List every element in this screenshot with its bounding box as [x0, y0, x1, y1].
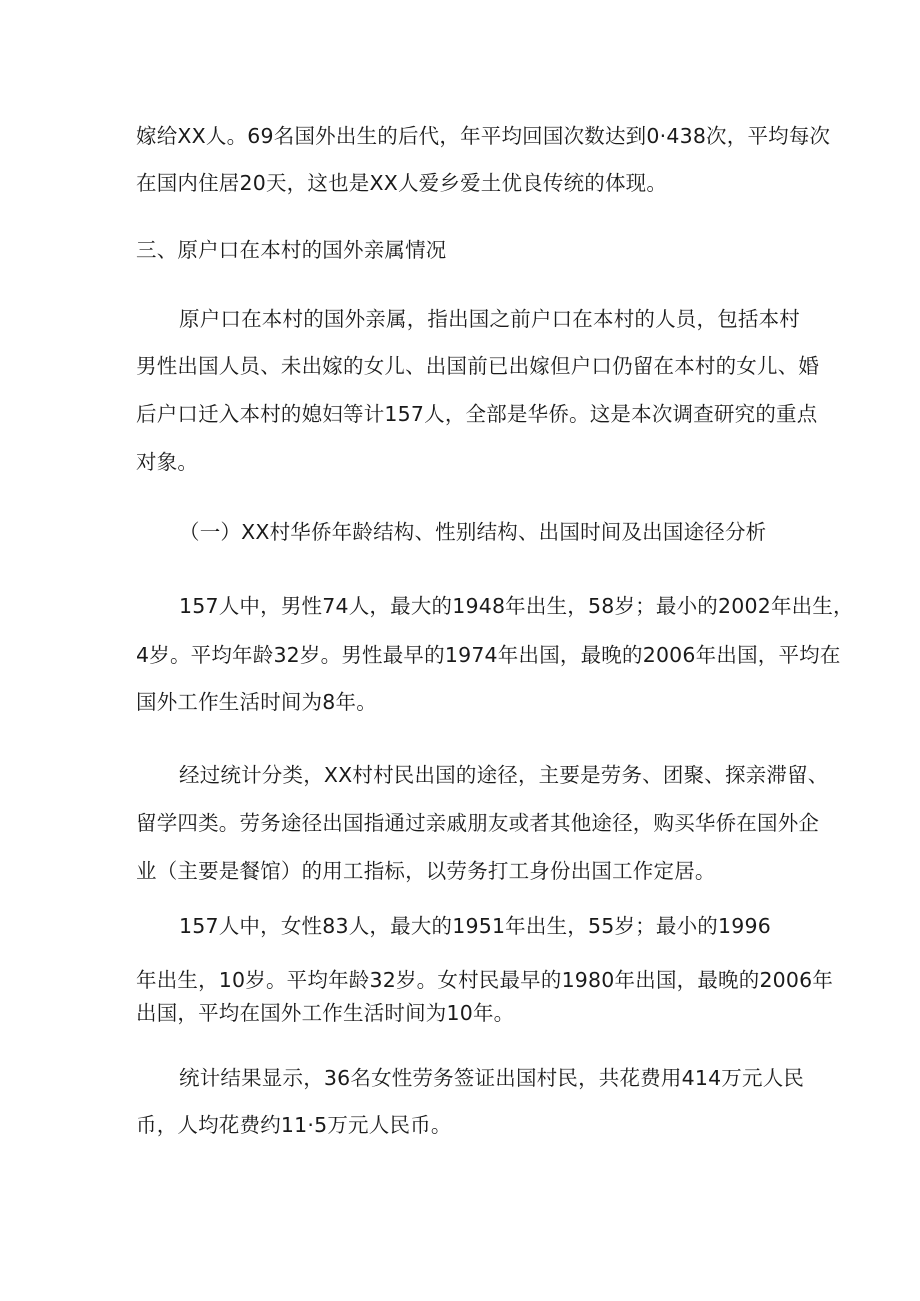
paragraph-line: 在国内住居20天，这也是XX人爱乡爱土优良传统的体现。: [136, 171, 668, 195]
paragraph-line: 157人中，男性74人，最大的1948年出生，58岁；最小的2002年出生，: [179, 594, 854, 618]
paragraph-line: 币，人均花费约11·5万元人民币。: [136, 1113, 452, 1137]
section-heading: 三、原户口在本村的国外亲属情况: [136, 238, 447, 262]
paragraph-line: 4岁。平均年龄32岁。男性最早的1974年出国，最晚的2006年出国，平均在: [136, 643, 841, 667]
paragraph-line: 对象。: [136, 450, 199, 474]
paragraph-line: 统计结果显示，36名女性劳务签证出国村民，共花费用414万元人民: [179, 1066, 805, 1090]
paragraph-line: 嫁给XX人。69名国外出生的后代，年平均回国次数达到0·438次，平均每次: [136, 124, 831, 148]
paragraph-line: 国外工作生活时间为8年。: [136, 690, 377, 714]
subsection-heading: （一）XX村华侨年龄结构、性别结构、出国时间及出国途径分析: [179, 520, 767, 544]
paragraph-line: 原户口在本村的国外亲属，指出国之前户口在本村的人员，包括本村: [179, 307, 800, 331]
paragraph-line: 男性出国人员、未出嫁的女儿、出国前已出嫁但户口仍留在本村的女儿、婚: [136, 354, 820, 378]
paragraph-line: 留学四类。劳务途径出国指通过亲戚朋友或者其他途径，购买华侨在国外企: [136, 811, 820, 835]
paragraph-line: 157人中，女性83人，最大的1951年出生，55岁；最小的1996: [179, 914, 771, 938]
paragraph-line: 出国，平均在国外工作生活时间为10年。: [136, 1001, 515, 1025]
paragraph-line: 经过统计分类，XX村村民出国的途径，主要是劳务、团聚、探亲滞留、: [179, 763, 829, 787]
paragraph-line: 年出生，10岁。平均年龄32岁。女村民最早的1980年出国，最晚的2006年: [136, 968, 834, 992]
paragraph-line: 后户口迁入本村的媳妇等计157人，全部是华侨。这是本次调查研究的重点: [136, 402, 818, 426]
paragraph-line: 业（主要是餐馆）的用工指标，以劳务打工身份出国工作定居。: [136, 859, 716, 883]
